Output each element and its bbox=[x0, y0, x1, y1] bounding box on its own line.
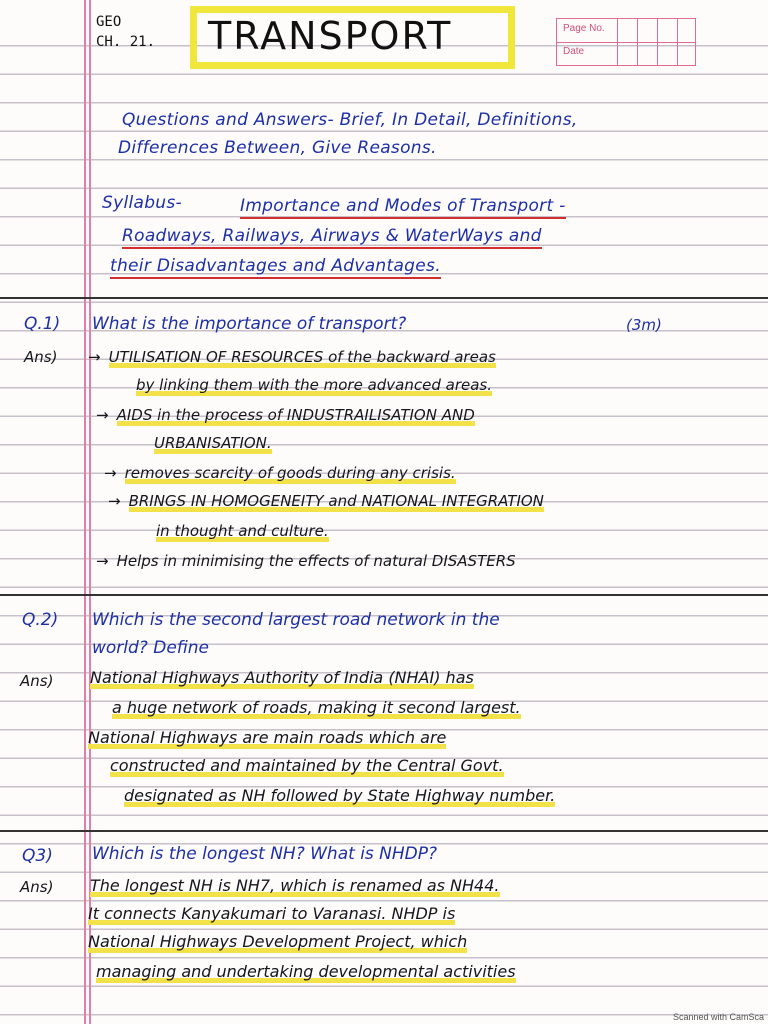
q3-ans-label: Ans) bbox=[20, 878, 54, 896]
syllabus-line-2: Roadways, Railways, Airways & WaterWays and bbox=[122, 226, 542, 246]
q3-answer-line: The longest NH is NH7, which is renamed as NH44. bbox=[90, 876, 500, 895]
q1-answer-line: by linking them with the more advanced areas. bbox=[136, 376, 493, 394]
syllabus-line-3: their Disadvantages and Advantages. bbox=[110, 256, 441, 276]
intro-line-1: Questions and Answers- Brief, In Detail, Definitions, bbox=[122, 110, 578, 130]
q2-question-line-1: Which is the second largest road network in the bbox=[92, 610, 500, 630]
chapter-label: CH. 21. bbox=[96, 34, 156, 50]
q3-answer-line: National Highways Development Project, which bbox=[88, 932, 468, 951]
page-no-label: Page No. bbox=[563, 23, 605, 34]
subject-code bbox=[96, 12, 155, 52]
q2-number: Q.2) bbox=[22, 610, 59, 630]
date-row bbox=[557, 42, 695, 65]
q1-answer-line: → removes scarcity of goods during any crisis. bbox=[104, 464, 456, 482]
q3-answer-line: It connects Kanyakumari to Varanasi. NHDP is bbox=[88, 904, 456, 923]
margin-line bbox=[84, 0, 86, 1024]
q2-answer-line: a huge network of roads, making it second largest. bbox=[112, 698, 521, 717]
q1-answer-line: → Helps in minimising the effects of natural DISASTERS bbox=[96, 552, 516, 570]
subject-label: GEO bbox=[96, 14, 122, 30]
q1-answer-line: in thought and culture. bbox=[156, 522, 329, 540]
page-no-row bbox=[557, 19, 695, 43]
syllabus-label: Syllabus- bbox=[102, 193, 182, 213]
q1-answer-line: URBANISATION. bbox=[154, 434, 272, 452]
q1-number: Q.1) bbox=[24, 314, 61, 334]
q3-number: Q3) bbox=[22, 846, 53, 866]
q1-question: What is the importance of transport? bbox=[92, 314, 407, 334]
syllabus-line-1: Importance and Modes of Transport - bbox=[240, 196, 566, 216]
margin-line bbox=[89, 0, 91, 1024]
page-title: TRANSPORT bbox=[208, 14, 453, 58]
intro-line-2: Differences Between, Give Reasons. bbox=[118, 138, 437, 158]
q1-ans-label: Ans) bbox=[24, 348, 58, 366]
q2-answer-line: constructed and maintained by the Central Govt. bbox=[110, 756, 504, 775]
q2-answer-line: National Highways are main roads which are bbox=[88, 728, 447, 747]
q2-ans-label: Ans) bbox=[20, 672, 54, 690]
section-separator bbox=[0, 594, 768, 596]
q2-question-line-2: world? Define bbox=[92, 638, 209, 658]
q1-marks: (3m) bbox=[626, 316, 662, 334]
section-separator bbox=[0, 830, 768, 832]
scanner-watermark: Scanned with CamSca bbox=[672, 1012, 764, 1022]
page-date-box bbox=[556, 18, 696, 66]
q3-answer-line: managing and undertaking developmental activities bbox=[96, 962, 516, 981]
q1-answer-line: → BRINGS IN HOMOGENEITY and NATIONAL INTEGRATION bbox=[108, 492, 544, 510]
q1-answer-line: → UTILISATION OF RESOURCES of the backward areas bbox=[88, 348, 496, 366]
q1-answer-line: → AIDS in the process of INDUSTRAILISATION AND bbox=[96, 406, 475, 424]
section-separator bbox=[0, 297, 768, 299]
q2-answer-line: designated as NH followed by State Highway number. bbox=[124, 786, 556, 805]
q3-question: Which is the longest NH? What is NHDP? bbox=[92, 844, 438, 864]
q2-answer-line: National Highways Authority of India (NHAI) has bbox=[90, 668, 474, 687]
date-label: Date bbox=[563, 46, 585, 57]
